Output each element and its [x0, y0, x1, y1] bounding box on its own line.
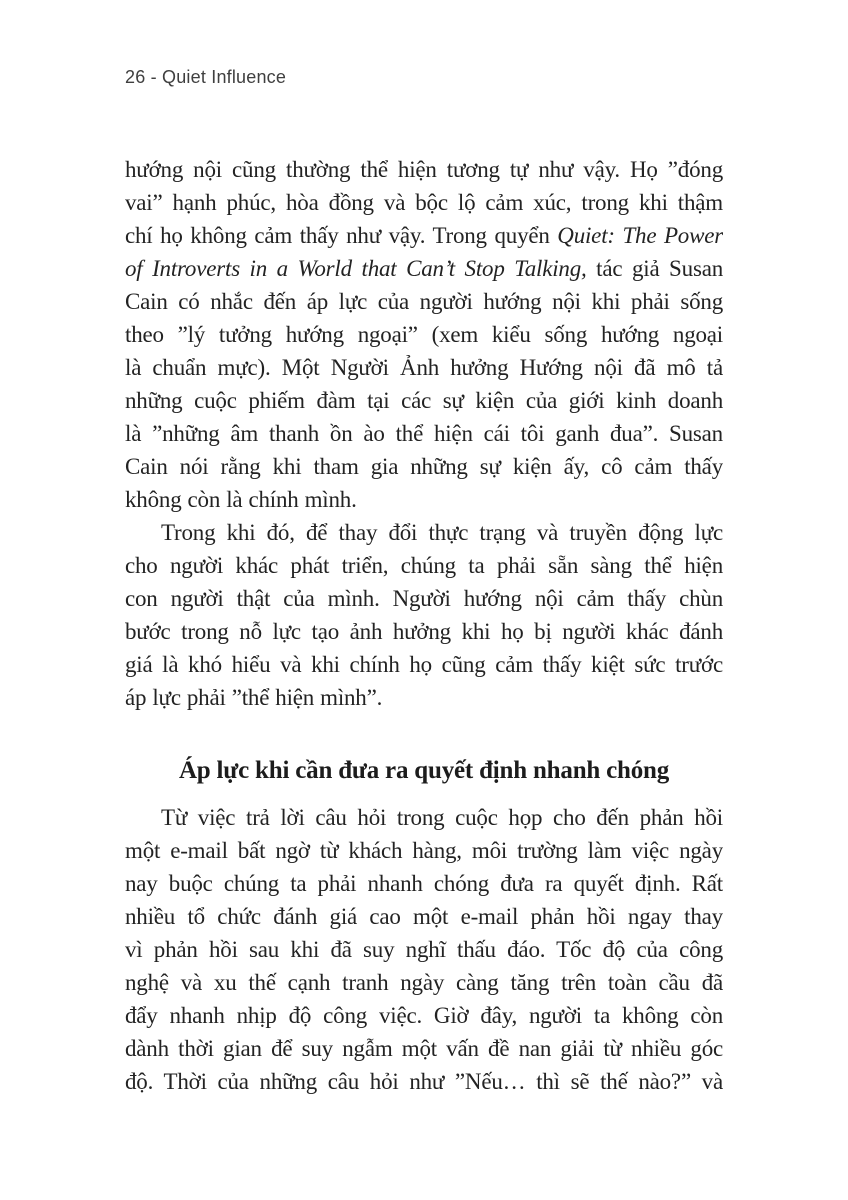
- text-line: [125, 318, 723, 351]
- text-segment: những cuộc phiếm đàm tại các sự kiện của giới kinh doanh: [125, 388, 723, 413]
- text-segment: là ”những âm thanh ồn ào thể hiện cái tôi ganh đua”. Susan: [125, 421, 723, 446]
- text-segment: là chuẩn mực). Một Người Ảnh hưởng Hướng nội đã mô tả: [125, 355, 723, 380]
- paragraph: [125, 153, 723, 516]
- text-line: [125, 384, 723, 417]
- text-segment: vì phản hồi sau khi đã suy nghĩ thấu đáo. Tốc độ của công: [125, 937, 723, 962]
- text-line: [125, 219, 723, 252]
- text-segment: con người thật của mình. Người hướng nội cảm thấy chùn: [125, 586, 723, 611]
- text-line: [125, 582, 723, 615]
- paragraph: [125, 516, 723, 714]
- text-segment: chí họ không cảm thấy như vậy. Trong quyển: [125, 223, 558, 248]
- text-segment: tác giả Susan: [586, 256, 723, 281]
- text-segment: theo ”lý tưởng hướng ngoại” (xem kiểu sống hướng ngoại: [125, 322, 723, 347]
- text-line: [125, 450, 723, 483]
- book-title-italic: Quiet: The Power: [557, 223, 723, 248]
- text-line: [125, 615, 723, 648]
- paragraph: [125, 801, 723, 1098]
- text-segment: Trong khi đó, để thay đổi thực trạng và truyền động lực: [161, 520, 723, 545]
- text-segment: Cain nói rằng khi tham gia những sự kiện ấy, cô cảm thấy: [125, 454, 723, 479]
- text-segment: đẩy nhanh nhịp độ công việc. Giờ đây, người ta không còn: [125, 1003, 723, 1028]
- text-line: [125, 1065, 723, 1098]
- running-header: 26 - Quiet Influence: [125, 67, 287, 87]
- text-line: [125, 252, 723, 285]
- book-title-italic: of Introverts in a World that Can’t Stop Talking,: [125, 256, 587, 281]
- text-segment: Cain có nhắc đến áp lực của người hướng nội khi phải sống: [125, 289, 723, 314]
- text-line: [125, 186, 723, 219]
- text-line: [125, 648, 723, 681]
- section-heading: Áp lực khi cần đưa ra quyết định nhanh chóng: [178, 757, 670, 784]
- text-line: [125, 900, 723, 933]
- text-segment: bước trong nỗ lực tạo ảnh hưởng khi họ bị người khác đánh: [125, 619, 723, 644]
- text-segment: giá là khó hiểu và khi chính họ cũng cảm thấy kiệt sức trước: [125, 652, 723, 677]
- text-line: [125, 966, 723, 999]
- page-content: [125, 153, 723, 1098]
- text-line: [125, 417, 723, 450]
- text-segment: hướng nội cũng thường thể hiện tương tự như vậy. Họ ”đóng: [125, 157, 723, 182]
- text-segment: nhiều tổ chức đánh giá cao một e-mail phản hồi ngay thay: [125, 904, 723, 929]
- text-segment: vai” hạnh phúc, hòa đồng và bộc lộ cảm xúc, trong khi thậm: [125, 190, 723, 215]
- text-line: [125, 516, 723, 549]
- text-segment: một e-mail bất ngờ từ khách hàng, môi trường làm việc ngày: [125, 838, 723, 863]
- text-line: [125, 285, 723, 318]
- text-segment: Từ việc trả lời câu hỏi trong cuộc họp cho đến phản hồi: [161, 805, 723, 830]
- text-line: [125, 867, 723, 900]
- text-line: [125, 999, 723, 1032]
- text-segment: độ. Thời của những câu hỏi như ”Nếu… thì sẽ thế nào?” và: [125, 1069, 723, 1094]
- text-segment: áp lực phải ”thể hiện mình”.: [125, 685, 383, 710]
- text-line: [125, 801, 723, 834]
- text-line: [125, 153, 723, 186]
- text-segment: nay buộc chúng ta phải nhanh chóng đưa ra quyết định. Rất: [125, 871, 723, 896]
- text-line: [125, 681, 723, 714]
- text-segment: không còn là chính mình.: [125, 487, 357, 512]
- text-line: [125, 933, 723, 966]
- text-segment: cho người khác phát triển, chúng ta phải sẵn sàng thể hiện: [125, 553, 723, 578]
- text-line: [125, 483, 723, 516]
- text-segment: nghệ và xu thế cạnh tranh ngày càng tăng trên toàn cầu đã: [125, 970, 723, 995]
- text-line: [125, 351, 723, 384]
- text-line: [125, 834, 723, 867]
- text-line: [125, 1032, 723, 1065]
- text-segment: dành thời gian để suy ngẫm một vấn đề nan giải từ nhiều góc: [125, 1036, 723, 1061]
- text-line: [125, 549, 723, 582]
